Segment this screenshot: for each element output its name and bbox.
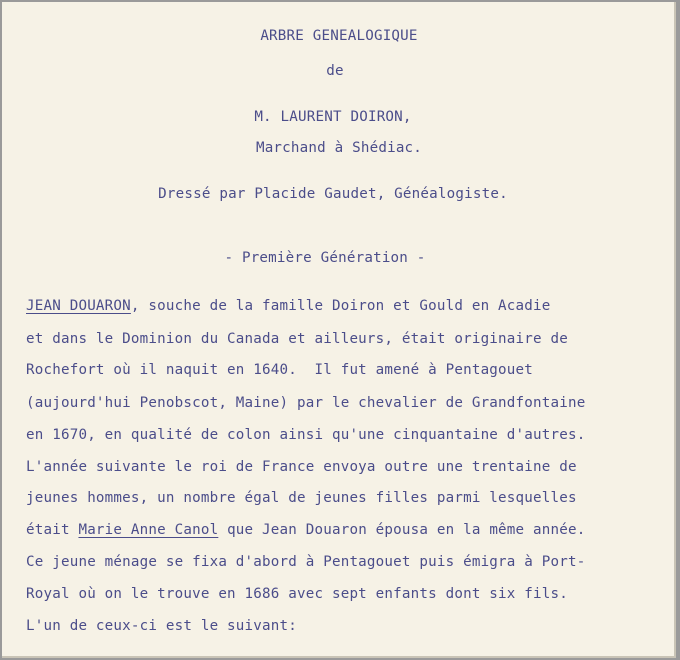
paragraph-line-7: jeunes hommes, un nombre égal de jeunes filles parmi lesquelles <box>26 490 577 506</box>
paragraph-line-10: Royal où on le trouve en 1686 avec sept enfants dont six fils. <box>26 586 568 602</box>
author-line: Dressé par Placide Gaudet, Généalogiste. <box>158 186 508 202</box>
paragraph-line-6: L'année suivante le roi de France envoya outre une trentaine de <box>26 459 577 475</box>
paragraph-line-11: L'un de ceux-ci est le suivant: <box>26 618 297 634</box>
paragraph-line-8-rest: que Jean Douaron épousa en la même année. <box>218 522 586 538</box>
paragraph-line-1 <box>26 298 551 314</box>
paragraph-line-8 <box>26 522 585 538</box>
document-title: ARBRE GENEALOGIQUE <box>260 28 418 44</box>
typed-page <box>2 2 676 658</box>
paragraph-line-8-pre: était <box>26 522 79 538</box>
spouse-name: Marie Anne Canol <box>78 522 219 538</box>
paragraph-line-1-rest: , souche de la famille Doiron et Gould en Acadie <box>130 298 551 314</box>
person-name: M. LAURENT DOIRON, <box>254 109 412 125</box>
document-title-de: de <box>326 63 344 79</box>
paragraph-line-4: (aujourd'hui Penobscot, Maine) par le chevalier de Grandfontaine <box>26 395 586 411</box>
section-heading: - Première Génération - <box>224 250 426 266</box>
paragraph-line-3: Rochefort où il naquit en 1640. Il fut amené à Pentagouet <box>26 362 534 378</box>
paragraph-line-9: Ce jeune ménage se fixa d'abord à Pentagouet puis émigra à Port- <box>26 554 586 570</box>
person-occupation: Marchand à Shédiac. <box>255 140 423 156</box>
ancestor-name: JEAN DOUARON <box>26 298 131 314</box>
paragraph-line-5: en 1670, en qualité de colon ainsi qu'une cinquantaine d'autres. <box>26 427 586 443</box>
paragraph-line-2: et dans le Dominion du Canada et ailleurs, était originaire de <box>26 331 568 347</box>
